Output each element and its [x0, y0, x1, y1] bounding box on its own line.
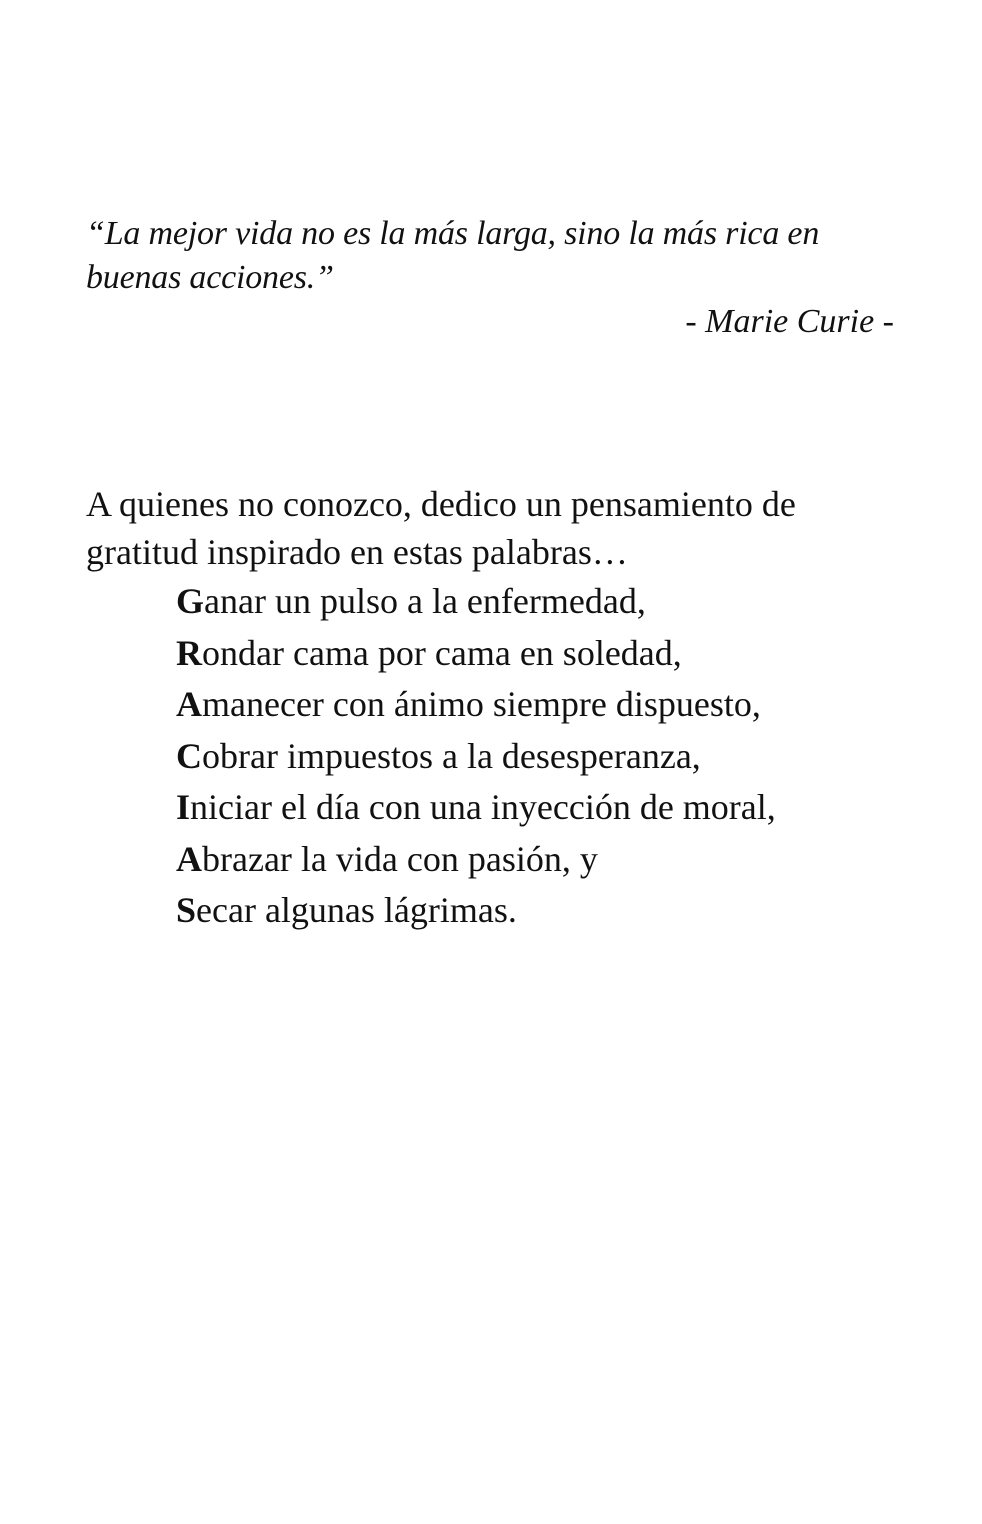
- acrostic-initial: S: [176, 890, 197, 930]
- acrostic-text: brazar la vida con pasión, y: [202, 838, 598, 879]
- acrostic-line: [176, 576, 898, 628]
- acrostic-initial: C: [176, 735, 202, 776]
- acrostic-line: [176, 782, 898, 834]
- acrostic-text: ondar cama por cama en soledad,: [202, 632, 682, 673]
- acrostic-line: [176, 679, 898, 731]
- acrostic-initial: A: [176, 838, 202, 879]
- epigraph-author: - Marie Curie -: [685, 303, 894, 340]
- acrostic-initial: I: [176, 787, 191, 827]
- acrostic-initial: R: [176, 632, 202, 673]
- acrostic-text: anar un pulso a la enfermedad,: [204, 581, 646, 621]
- acrostic-text: manecer con ánimo siempre dispuesto,: [202, 684, 761, 724]
- acrostic-poem: [86, 576, 898, 937]
- epigraph-quote: “La mejor vida no es la más larga, sino la más rica en buenas acciones.”: [86, 215, 820, 296]
- acrostic-text: obrar impuestos a la desesperanza,: [202, 735, 701, 776]
- acrostic-line: [176, 731, 898, 783]
- epigraph: [86, 212, 898, 344]
- acrostic-initial: A: [176, 684, 202, 724]
- dedication-intro: A quienes no conozco, dedico un pensamiento de gratitud inspirado en estas palabras…: [86, 484, 796, 572]
- acrostic-line: [176, 885, 898, 937]
- acrostic-line: [176, 834, 898, 886]
- acrostic-initial: G: [176, 581, 205, 621]
- acrostic-text: niciar el día con una inyección de moral,: [190, 787, 776, 827]
- acrostic-line: [176, 628, 898, 680]
- acrostic-text: ecar algunas lágrimas.: [196, 890, 517, 930]
- dedication: [86, 480, 898, 937]
